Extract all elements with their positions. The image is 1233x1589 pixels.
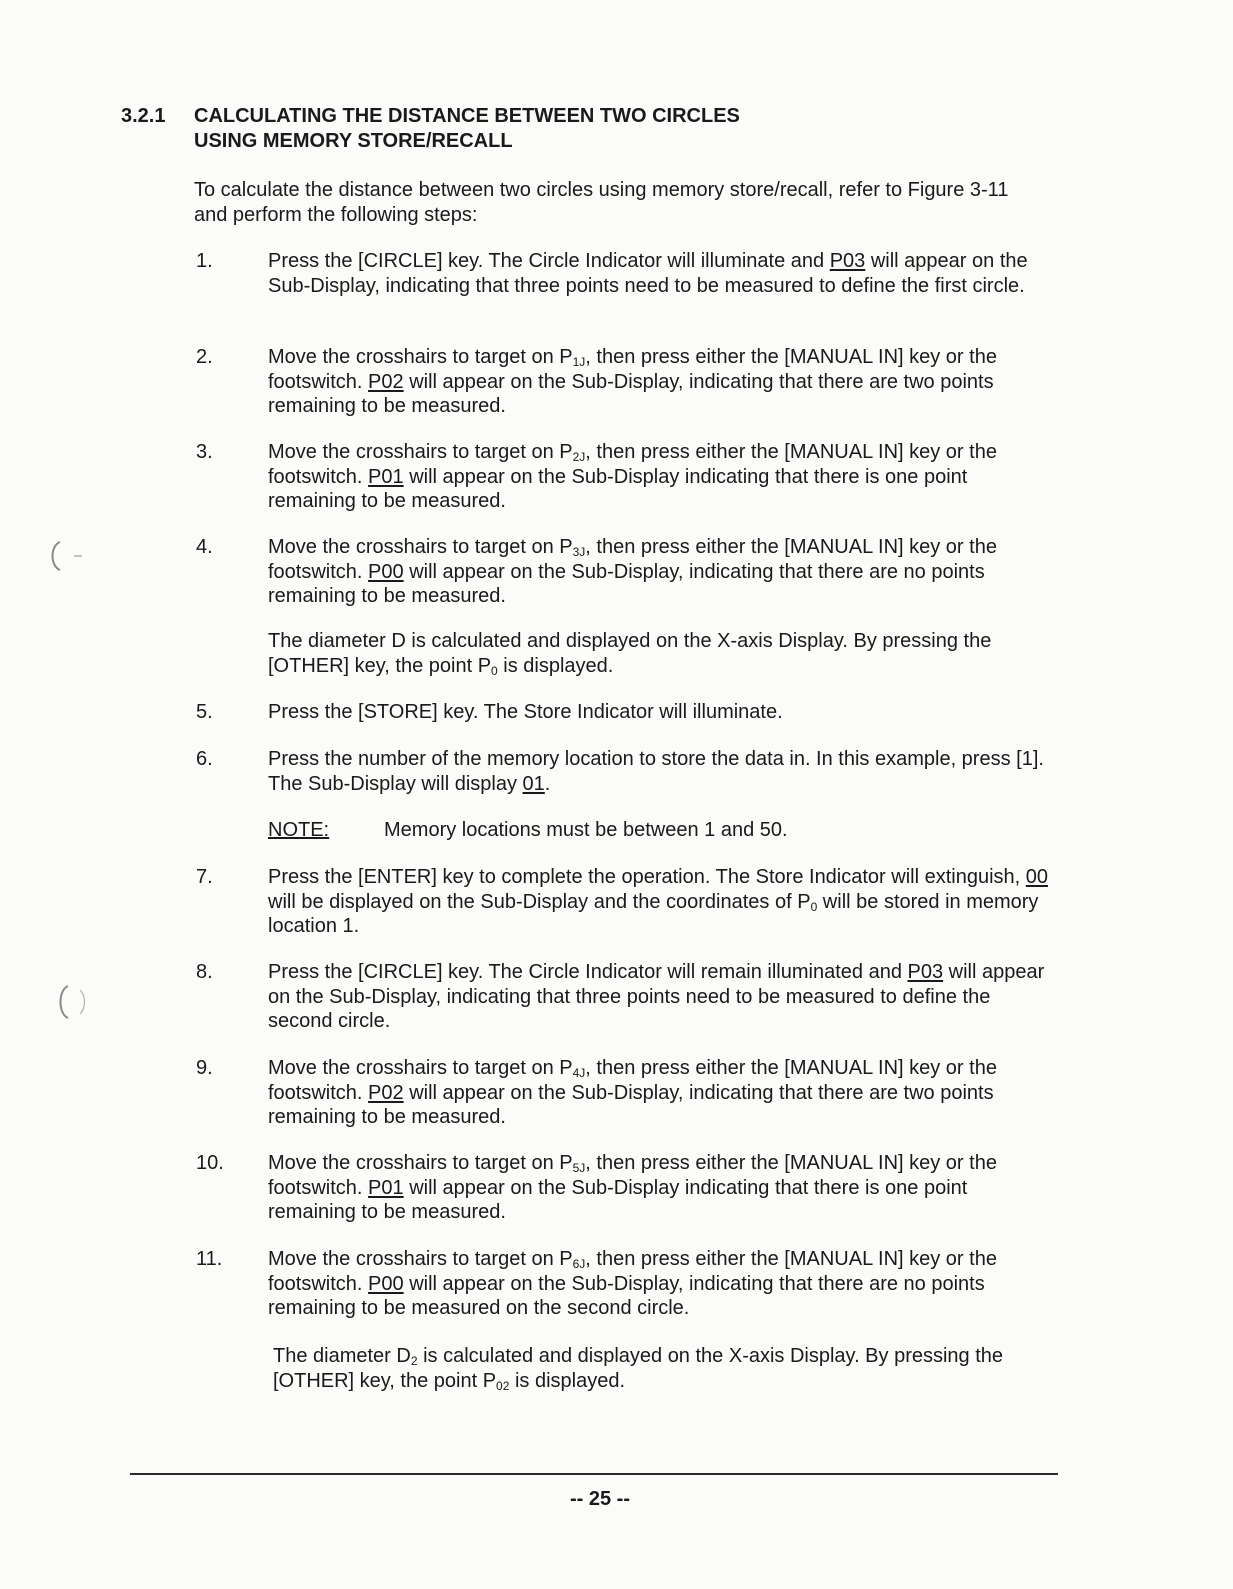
section-number: 3.2.1 (121, 105, 166, 127)
step-number: 2. (196, 346, 213, 368)
step-number: 11. (196, 1248, 223, 1270)
step-number: 1. (196, 250, 213, 272)
sub-display-code: P01 (368, 1176, 404, 1199)
binder-hole-mark-icon (44, 538, 92, 574)
step-text: Move the crosshairs to target on $P_{3J}$, then press either the [MANUAL IN] key or the footswitch. P00 will appear on the Sub-Display, indicating that there are no points remaining to be measured. (268, 536, 997, 607)
sub-display-code: P00 (368, 1272, 404, 1295)
step-text: Move the crosshairs to target on $P_{1J}$, then press either the [MANUAL IN] key or the footswitch. P02 will appear on the Sub-Display, indicating that there are two points remaining to be measured. (268, 346, 997, 417)
step-number: 4. (196, 536, 213, 558)
step-number: 6. (196, 748, 213, 770)
sub-display-code: P00 (368, 560, 404, 583)
sub-display-code: P02 (368, 1081, 404, 1104)
step-number: 10. (196, 1152, 224, 1174)
step-text: Move the crosshairs to target on $P_{6J}$, then press either the [MANUAL IN] key or the footswitch. P00 will appear on the Sub-Display, indicating that there are no points remaining to be measured on the second circle. (268, 1248, 997, 1319)
step-text: Move the crosshairs to target on $P_{4J}$, then press either the [MANUAL IN] key or the footswitch. P02 will appear on the Sub-Display, indicating that there are two points remaining to be measured. (268, 1057, 997, 1128)
sub-display-code: 00 (1025, 866, 1049, 888)
step-text: Press the [ENTER] key to complete the operation. The Store Indicator will extinguish, 00 will be displayed on the Sub-Display and the coordinates of $P_0$ will be stored in memory location 1. (268, 866, 1049, 937)
footer-rule (130, 1473, 1058, 1475)
step-number: 9. (196, 1057, 213, 1079)
sub-display-code: 01 (522, 772, 545, 795)
step-number: 8. (196, 961, 213, 983)
sub-display-code: P03 (829, 250, 866, 272)
step-number: 3. (196, 441, 213, 463)
step-text: Press the [CIRCLE] key. The Circle Indicator will illuminate and P03 will appear on the Sub-Display, indicating that three points need to be measured to define the first circle. (268, 250, 1028, 297)
binder-hole-mark-icon (52, 982, 96, 1022)
step-number: 7. (196, 866, 213, 888)
step-text: Press the number of the memory location to store the data in. In this example, press [1]. The Sub-Display will display 01. (268, 748, 1044, 795)
step-text: Press the [STORE] key. The Store Indicator will illuminate. (268, 701, 783, 723)
note-text: Memory locations must be between 1 and 50. (384, 819, 788, 841)
note-label: NOTE: (268, 819, 330, 841)
page-number: -- 25 -- (570, 1488, 630, 1510)
intro-paragraph: To calculate the distance between two circles using memory store/recall, refer to Figure 3-11 and perform the following steps: (194, 179, 1009, 226)
sub-display-code: P01 (368, 465, 404, 488)
sub-display-code: P02 (368, 370, 404, 393)
note (268, 818, 1068, 843)
step-number: 5. (196, 701, 213, 723)
diameter-2-paragraph: The diameter $D_2$ is calculated and displayed on the X-axis Display. By pressing the [OTHER] key, the point $P_{02}$ is displayed. (273, 1345, 1004, 1393)
step-text: Move the crosshairs to target on $P_{5J}$, then press either the [MANUAL IN] key or the footswitch. P01 will appear on the Sub-Display indicating that there is one point remaining to be measured. (268, 1152, 997, 1223)
step-text: Press the [CIRCLE] key. The Circle Indicator will remain illuminated and P03 will appear on the Sub-Display, indicating that three points need to be measured to define the second circle. (268, 961, 1045, 1032)
section-title-line-2: USING MEMORY STORE/RECALL (194, 130, 513, 152)
sub-display-code: P03 (907, 961, 944, 983)
diameter-paragraph: The diameter D is calculated and displayed on the X-axis Display. By pressing the [OTHER] key, the point $P_0$ is displayed. (268, 630, 992, 678)
section-title-line-1: CALCULATING THE DISTANCE BETWEEN TWO CIRCLES (194, 105, 740, 127)
step-text: Move the crosshairs to target on $P_{2J}$, then press either the [MANUAL IN] key or the footswitch. P01 will appear on the Sub-Display indicating that there is one point remaining to be measured. (268, 441, 997, 512)
